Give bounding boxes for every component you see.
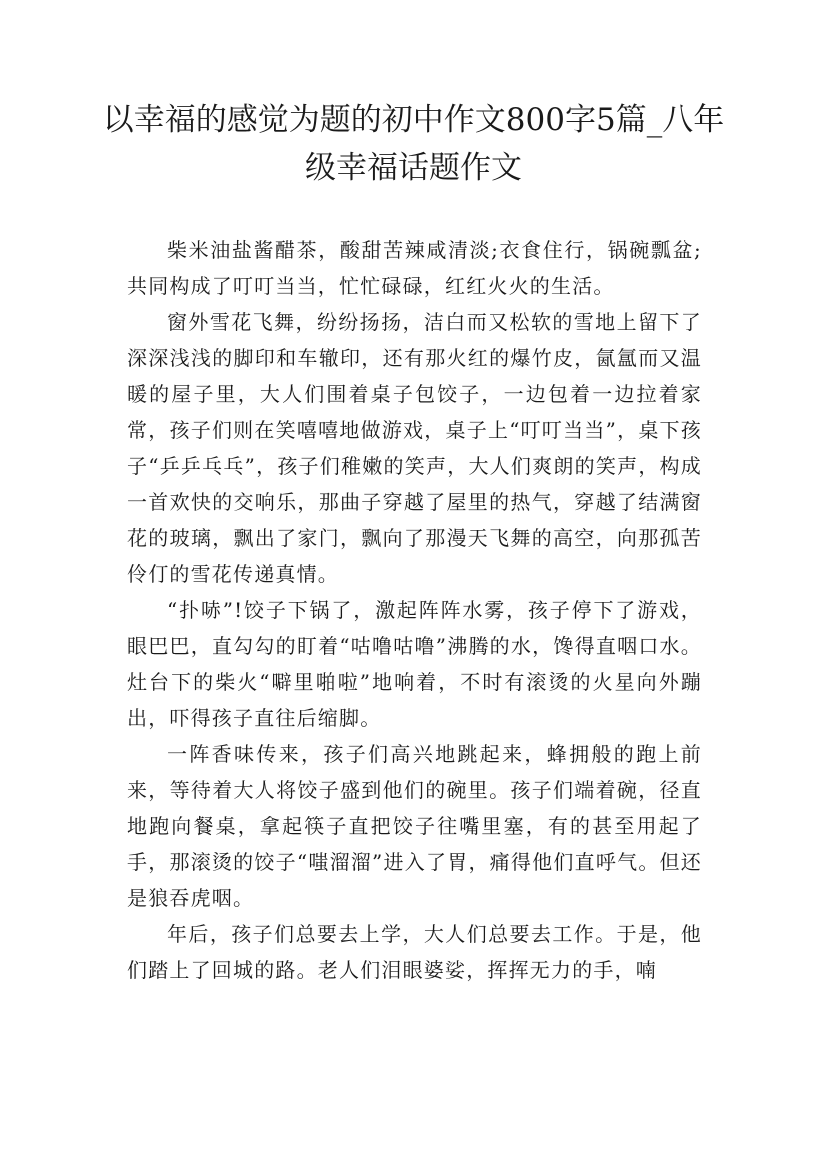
article-body (127, 232, 702, 988)
paragraph-1: 柴米油盐酱醋茶，酸甜苦辣咸清淡;衣食住行，锅碗瓢盆;共同构成了叮叮当当，忙忙碌碌，红红火火的生活。 (127, 238, 702, 298)
paragraph-2: 窗外雪花飞舞，纷纷扬扬，洁白而又松软的雪地上留下了深深浅浅的脚印和车辙印，还有那火红的爆竹皮，氤氲而又温暖的屋子里，大人们围着桌子包饺子，一边包着一边拉着家常，孩子们则在笑嘻嘻地做游戏，桌子上“叮叮当当”，桌下孩子“乒乒乓乓”，孩子们稚嫩的笑声，大人们爽朗的笑声，构成一首欢快的交响乐，那曲子穿越了屋里的热气，穿越了结满窗花的玻璃，飘出了家门，飘向了那漫天飞舞的高空，向那孤苦伶仃的雪花传递真情。 (127, 310, 702, 586)
paragraph-4: 一阵香味传来，孩子们高兴地跳起来，蜂拥般的跑上前来，等待着大人将饺子盛到他们的碗里。孩子们端着碗，径直地跑向餐桌，拿起筷子直把饺子往嘴里塞，有的甚至用起了手，那滚烫的饺子“嗤溜溜”进入了胃，痛得他们直呼气。但还是狼吞虎咽。 (127, 742, 702, 910)
paragraph-3: “扑哧”!饺子下锅了，激起阵阵水雾，孩子停下了游戏，眼巴巴，直勾勾的盯着“咕噜咕噜”沸腾的水，馋得直咽口水。灶台下的柴火“噼里啪啦”地响着，不时有滚烫的火星向外蹦出，吓得孩子直往后缩脚。 (127, 598, 702, 730)
paragraph-5: 年后，孩子们总要去上学，大人们总要去工作。于是，他们踏上了回城的路。老人们泪眼婆娑，挥挥无力的手，喃 (127, 922, 702, 982)
document-title: 以幸福的感觉为题的初中作文800字5篇_八年级幸福话题作文 (102, 102, 725, 186)
